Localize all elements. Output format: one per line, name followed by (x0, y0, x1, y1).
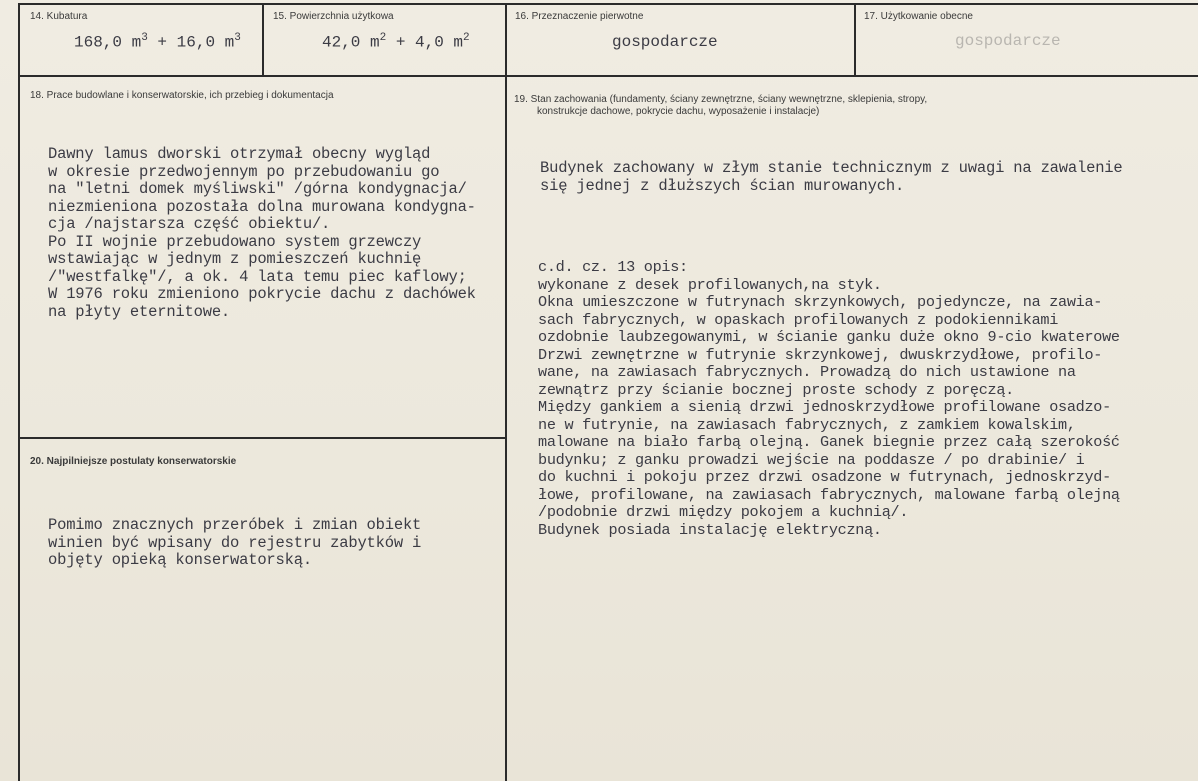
field-18-line: Po II wojnie przebudowano system grzewczy (48, 232, 422, 251)
field-20-line: winien być wpisany do rejestru zabytków i (48, 533, 422, 552)
field-19-line: Budynek zachowany w złym stanie technicznym z uwagi na zawalenie (540, 159, 1123, 177)
field-19-line: do kuchni i pokoju przez drzwi osadzone w futrynach, jednoskrzyd- (538, 468, 1111, 486)
field-18-text (48, 146, 476, 321)
field-15-exponent-2: 2 (463, 32, 470, 44)
field-19-label-line-2: konstrukcje dachowe, pokrycie dachu, wyposażenie i instalacje) (537, 106, 820, 117)
divider-14-15 (262, 3, 264, 76)
field-15-label: 15. Powierzchnia użytkowa (273, 11, 394, 22)
field-20-line: Pomimo znacznych przeróbek i zmian obiekt (48, 516, 422, 534)
field-18-line: wstawiając w jednym z pomieszczeń kuchnię (48, 250, 422, 268)
field-19-label-line-1: 19. Stan zachowania (fundamenty, ściany zewnętrzne, ściany wewnętrzne, sklepienia, stropy, (514, 94, 928, 105)
field-19-line: c.d. cz. 13 opis: (538, 258, 688, 276)
field-15-value-extra: + 4,0 m (386, 33, 464, 52)
field-18-line: cja /najstarsza część obiektu/. (48, 215, 331, 233)
field-14-value (74, 32, 241, 51)
field-19-text-continuation (538, 259, 1120, 539)
field-19-line: ozdobnie laubzegowanymi, w ścianie ganku duże okno 9-cio kwaterowe (538, 328, 1120, 346)
divider-15-16 (505, 3, 507, 781)
field-18-line: na "letni domek myśliwski" /górna kondygnacja/ (48, 180, 467, 198)
field-19-line: /podobnie drzwi między pokojem a kuchnią/. (538, 503, 909, 521)
field-14-value-main: 168,0 m (74, 33, 142, 52)
field-19-line: wane, na zawiasach fabrycznych. Prowadzą do nich ustawione na (538, 363, 1076, 381)
field-19-line: łowe, profilowane, na zawiasach fabrycznych, malowane farbą olejną (538, 485, 1120, 504)
field-19-line: zewnątrz przy ścianie bocznej proste schody z poręczą. (538, 380, 1014, 399)
field-19-line: ne w futrynie, na zawiasach fabrycznych, z zamkiem kowalskim, (538, 415, 1076, 434)
left-border (18, 3, 20, 781)
field-17-value: gospodarcze (955, 32, 1061, 50)
field-18-line: /"westfalkę"/, a ok. 4 lata temu piec kaflowy; (48, 267, 467, 286)
field-15-value-main: 42,0 m (322, 33, 380, 52)
field-20-label: 20. Najpilniejsze postulaty konserwatorskie (30, 456, 237, 467)
field-14-value-extra: + 16,0 m (147, 33, 235, 52)
field-14-exponent: 3 (141, 32, 148, 44)
field-17-label: 17. Użytkowanie obecne (864, 11, 973, 22)
field-19-line: sach fabrycznych, w opaskach profilowanych z podokiennikami (538, 310, 1059, 329)
field-16-label: 16. Przeznaczenie pierwotne (515, 11, 644, 22)
field-19-line: Budynek posiada instalację elektryczną. (538, 520, 882, 539)
field-14-label: 14. Kubatura (30, 11, 88, 22)
divider-18-20 (18, 437, 506, 439)
field-18-line: Dawny lamus dworski otrzymał obecny wygląd (48, 145, 431, 163)
field-18-line: w okresie przedwojennym po przebudowaniu go (48, 162, 440, 181)
field-19-line: Między gankiem a sienią drzwi jednoskrzydłowe profilowane osadzo- (538, 398, 1111, 416)
field-16-value: gospodarcze (612, 33, 718, 51)
field-19-line: wykonane z desek profilowanych,na styk. (538, 275, 882, 294)
divider-16-17 (854, 3, 856, 76)
field-18-line: na płyty eternitowe. (48, 302, 231, 321)
field-15-exponent: 2 (379, 32, 387, 44)
field-14-exponent-2: 3 (234, 32, 241, 44)
field-19-line: budynku; z ganku prowadzi wejście na poddasze / po drabinie/ i (538, 450, 1085, 469)
field-18-line: W 1976 roku zmieniono pokrycie dachu z dachówek (48, 285, 476, 303)
field-18-label: 18. Prace budowlane i konserwatorskie, ich przebieg i dokumentacja (30, 90, 334, 101)
row1-bottom-border (18, 75, 1198, 77)
field-19-line: Drzwi zewnętrzne w futrynie skrzynkowej, dwuskrzydłowe, profilo- (538, 345, 1103, 364)
top-border (18, 3, 1198, 5)
field-19-line: się jednej z dłuższych ścian murowanych. (540, 176, 905, 195)
field-20-line: objęty opieką konserwatorską. (48, 551, 312, 569)
field-20-text (48, 517, 421, 570)
field-18-line: niezmieniona pozostała dolna murowana kondygna- (48, 197, 476, 216)
field-19-text-condition (540, 160, 1123, 195)
field-19-line: malowane na biało farbą olejną. Ganek biegnie przez całą szerokość (538, 433, 1120, 451)
field-19-line: Okna umieszczone w futrynach skrzynkowych, pojedyncze, na zawia- (538, 293, 1103, 311)
field-15-value (322, 32, 470, 51)
